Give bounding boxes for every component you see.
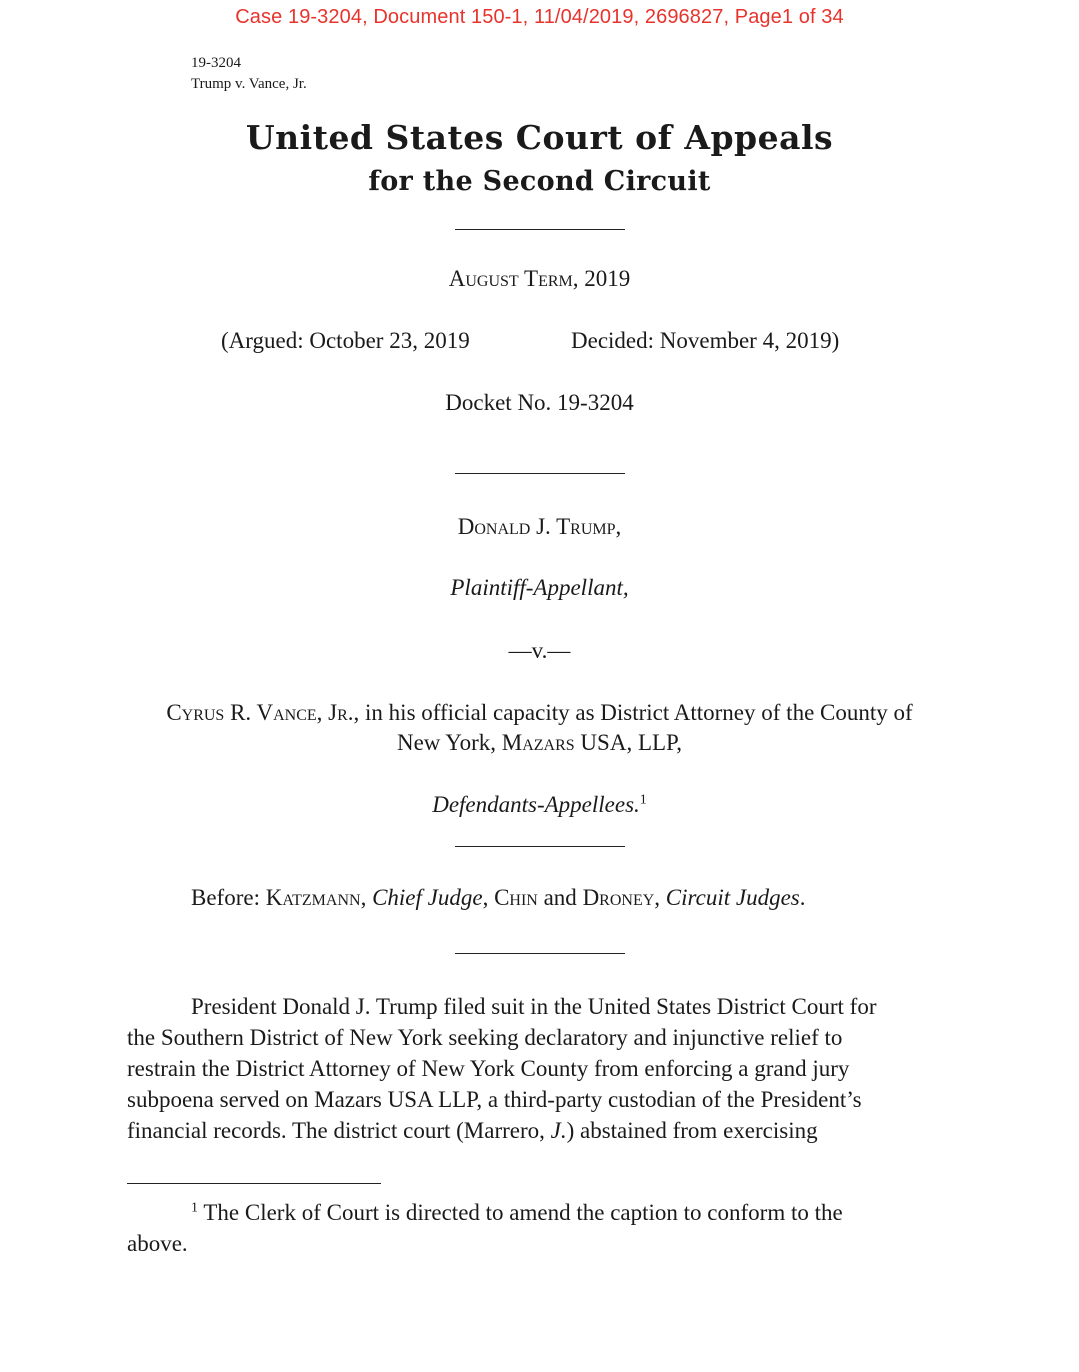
panel-line [191, 883, 805, 913]
divider-rule [455, 229, 625, 230]
separator: , [482, 885, 495, 910]
defendant-llp: , LLP, [626, 730, 683, 755]
plaintiff-role: Plaintiff-Appellant, [450, 575, 629, 600]
judge-katzmann: Katzmann [265, 885, 361, 910]
argued-date: (Argued: October 23, 2019 [221, 328, 470, 353]
term-line: August Term, 2019 [448, 266, 631, 291]
defendants-line-2 [0, 728, 1079, 758]
circuit-judges-title: Circuit Judges [665, 885, 800, 910]
before-prefix: Before: [191, 885, 266, 910]
paragraph-text: ) abstained from exercising [566, 1118, 818, 1143]
paragraph-line: President Donald J. Trump filed suit in the United States District Court for [191, 994, 877, 1019]
judge-droney: Droney [582, 885, 655, 910]
caption-block [191, 53, 307, 95]
defendant-capacity: , in his official capacity as District Attorney of the County of [353, 700, 913, 725]
defendant-vance: Cyrus R. Vance, Jr. [166, 700, 354, 725]
defendants-role-line [0, 790, 1079, 820]
defendants-line-1 [0, 698, 1079, 728]
filing-stamp: Case 19-3204, Document 150-1, 11/04/2019, 2696827, Page1 of 34 [235, 6, 844, 28]
footnote-marker: 1 [639, 792, 647, 808]
plaintiff-name: Donald J. Trump, [457, 514, 622, 539]
footnote [127, 1197, 957, 1259]
paragraph-line: restrain the District Attorney of New York County from enforcing a grand jury [127, 1056, 850, 1081]
footnote-number: 1 [191, 1200, 198, 1216]
opinion-paragraph [127, 991, 957, 1146]
divider-rule [455, 953, 625, 954]
versus-mark: —v.— [508, 638, 571, 663]
caption-short-title: Trump v. Vance, Jr. [191, 76, 307, 92]
chief-judge-title: Chief Judge [372, 885, 483, 910]
decided-date: Decided: November 4, 2019) [571, 328, 840, 353]
docket-number: Docket No. 19-3204 [445, 390, 634, 415]
defendant-county: New York, [396, 730, 502, 755]
judge-chin: Chin [494, 885, 538, 910]
divider-rule [455, 846, 625, 847]
footnote-line [127, 1197, 957, 1228]
caption-docket: 19-3204 [191, 55, 241, 71]
period: . [799, 885, 806, 910]
separator: , [360, 885, 373, 910]
conjunction: and [537, 885, 583, 910]
judge-abbrev: J. [550, 1118, 567, 1143]
footnote-text: The Clerk of Court is directed to amend the caption to conform to the [203, 1200, 843, 1225]
paragraph-line: the Southern District of New York seeking declaratory and injunctive relief to [127, 1025, 843, 1050]
paragraph-line: subpoena served on Mazars USA LLP, a third-party custodian of the President’s [127, 1087, 862, 1112]
paragraph-text: financial records. The district court (Marrero, [127, 1118, 551, 1143]
divider-rule [455, 473, 625, 474]
court-subtitle: for the Second Circuit [368, 166, 711, 197]
paragraph-line [127, 1115, 957, 1146]
footnote-line: above. [127, 1231, 188, 1256]
footnote-separator [127, 1183, 381, 1184]
court-title: United States Court of Appeals [245, 118, 834, 157]
defendants-role: Defendants-Appellees. [432, 792, 640, 817]
defendant-mazars: Mazars USA [501, 730, 627, 755]
separator: , [654, 885, 666, 910]
